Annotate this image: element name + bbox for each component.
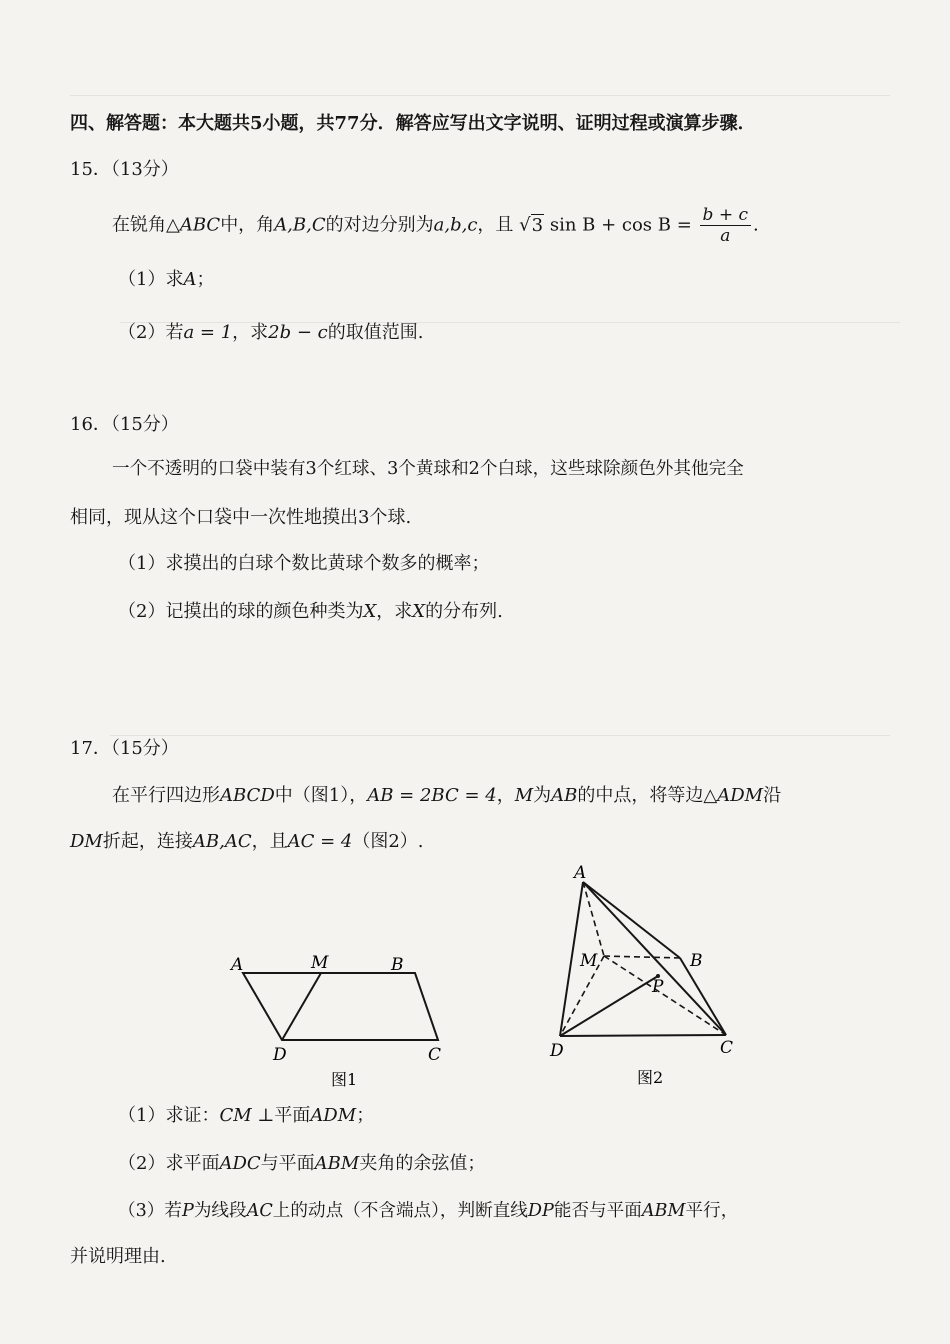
problem-17-q1 (118, 1104, 374, 1128)
question-text: 的取值范围. (327, 322, 424, 343)
problem-16-stem-line2: 相同，现从这个口袋中一次性地摸出3个球. (70, 507, 412, 528)
problem-17-number: 17．（15分） (70, 738, 179, 759)
segment-name: DM (70, 831, 103, 852)
stem-text: 为 (533, 785, 552, 806)
problem-16-number: 16．（15分） (70, 414, 179, 435)
equation-text: sin B + cos B = (549, 214, 692, 236)
stem-text: 沿 (763, 785, 782, 806)
edge-bc (680, 958, 726, 1035)
problem-16-q1: （1）求摸出的白球个数比黄球个数多的概率； (118, 553, 490, 574)
question-text: （2）记摸出的球的颜色种类为 (118, 601, 364, 622)
label-d: D (273, 1045, 287, 1065)
expression: 2b − c (268, 322, 328, 343)
stem-text: （图2）. (352, 831, 424, 852)
plane-name: ADC (219, 1153, 261, 1174)
question-text: （2）求平面 (118, 1153, 220, 1174)
question-text: 能否与平面 (553, 1201, 642, 1221)
question-text: 的分布列. (425, 601, 503, 622)
hidden-edge-mc (604, 956, 726, 1035)
label-m: M (311, 953, 329, 973)
question-text: ，求 (232, 322, 269, 343)
sides: a,b,c (433, 214, 478, 236)
stem-text: 在平行四边形 (112, 785, 220, 806)
question-text: （1）求证： (118, 1105, 220, 1126)
segment-name: AC (246, 1201, 273, 1221)
question-text: 夹角的余弦值； (359, 1153, 486, 1174)
stem-text: ， (496, 785, 515, 806)
problem-15-number: 15．（13分） (70, 159, 179, 180)
condition: a = 1 (183, 322, 233, 343)
point-name: M (514, 785, 534, 806)
edge-ab (583, 882, 680, 958)
question-text: ； (356, 1105, 375, 1126)
problem-15-q1 (118, 268, 214, 292)
question-text: 平面 (274, 1105, 311, 1126)
expression: CM ⊥ (219, 1105, 275, 1126)
fraction-denominator: a (720, 226, 731, 246)
stem-text: ，且 (251, 831, 288, 852)
problem-17-stem-line1 (112, 784, 781, 808)
question-text: ，求 (376, 601, 413, 622)
label-d: D (550, 1041, 564, 1061)
label-b: B (690, 951, 703, 971)
bleed-through-line (70, 95, 890, 96)
stem-text: ，且 (477, 214, 514, 236)
label-p: P (652, 977, 664, 997)
stem-text: 中，角 (220, 214, 275, 236)
segment-names: AB,AC (192, 831, 252, 852)
problem-16-stem-line1: 一个不透明的口袋中装有3个红球、3个黄球和2个白球，这些球除颜色外其他完全 (112, 459, 744, 479)
problem-17-stem-line2 (70, 830, 424, 854)
stem-text: 的中点，将等边△ (577, 785, 718, 806)
label-b: B (391, 955, 404, 975)
stem-text: 中（图1）， (274, 785, 368, 806)
line-name: DP (527, 1201, 554, 1221)
problem-15-q2 (118, 321, 424, 345)
question-text: 平行， (685, 1201, 739, 1221)
segment-dp (560, 976, 658, 1036)
sqrt-content: 3 (531, 214, 544, 236)
problem-17-q2 (118, 1152, 485, 1176)
stem-text: 的对边分别为 (325, 214, 434, 236)
figure-2-caption: 图2 (637, 1068, 664, 1087)
question-text: 为线段 (193, 1201, 247, 1221)
condition: AC = 4 (287, 831, 353, 852)
edge-ac (583, 882, 726, 1035)
stem-text: 在锐角△ (112, 214, 180, 236)
triangle-name: ABC (179, 214, 221, 236)
question-text: （1）求 (118, 269, 184, 290)
plane-name: ABM (314, 1153, 360, 1174)
sqrt-symbol: √ (519, 214, 531, 236)
label-a: A (574, 863, 587, 883)
condition: AB = 2BC = 4 (367, 785, 497, 806)
section-header: 四、解答题：本大题共5小题，共77分．解答应写出文字说明、证明过程或演算步骤． (70, 113, 756, 134)
bleed-through-line (110, 735, 890, 736)
figure-2 (540, 862, 750, 1090)
question-text: （3）若 (118, 1201, 182, 1221)
angles: A,B,C (274, 214, 326, 236)
question-text: 与平面 (260, 1153, 315, 1174)
label-c: C (720, 1038, 734, 1058)
question-text: ； (196, 269, 215, 290)
label-c: C (428, 1045, 442, 1065)
figure-1 (225, 948, 455, 1090)
question-text: （2）若 (118, 322, 184, 343)
shape-name: ABCD (220, 785, 275, 806)
variable: A (183, 269, 197, 290)
stem-text: 折起，连接 (102, 831, 193, 852)
hidden-edge-mb (604, 956, 680, 958)
label-m: M (580, 951, 598, 971)
problem-17-q3-line2: 并说明理由. (70, 1246, 166, 1267)
problem-16-q2 (118, 600, 503, 624)
edge-dc (560, 1035, 726, 1036)
question-text: 上的动点（不含端点），判断直线 (272, 1201, 528, 1221)
variable: X (363, 601, 377, 622)
segment-dm (282, 973, 321, 1040)
parallelogram-abcd (243, 973, 438, 1040)
plane-name: ABM (641, 1201, 686, 1221)
label-a: A (231, 955, 244, 975)
triangle-name: ADM (717, 785, 764, 806)
fraction-numerator: b + c (700, 205, 751, 226)
variable: X (412, 601, 426, 622)
problem-15-stem (112, 205, 759, 246)
fraction (700, 205, 751, 246)
segment-name: AB (551, 785, 578, 806)
plane-name: ADM (310, 1105, 357, 1126)
stem-text: . (753, 214, 759, 236)
figure-1-caption: 图1 (331, 1070, 358, 1089)
point-name: P (181, 1201, 194, 1221)
problem-17-q3 (118, 1199, 738, 1223)
